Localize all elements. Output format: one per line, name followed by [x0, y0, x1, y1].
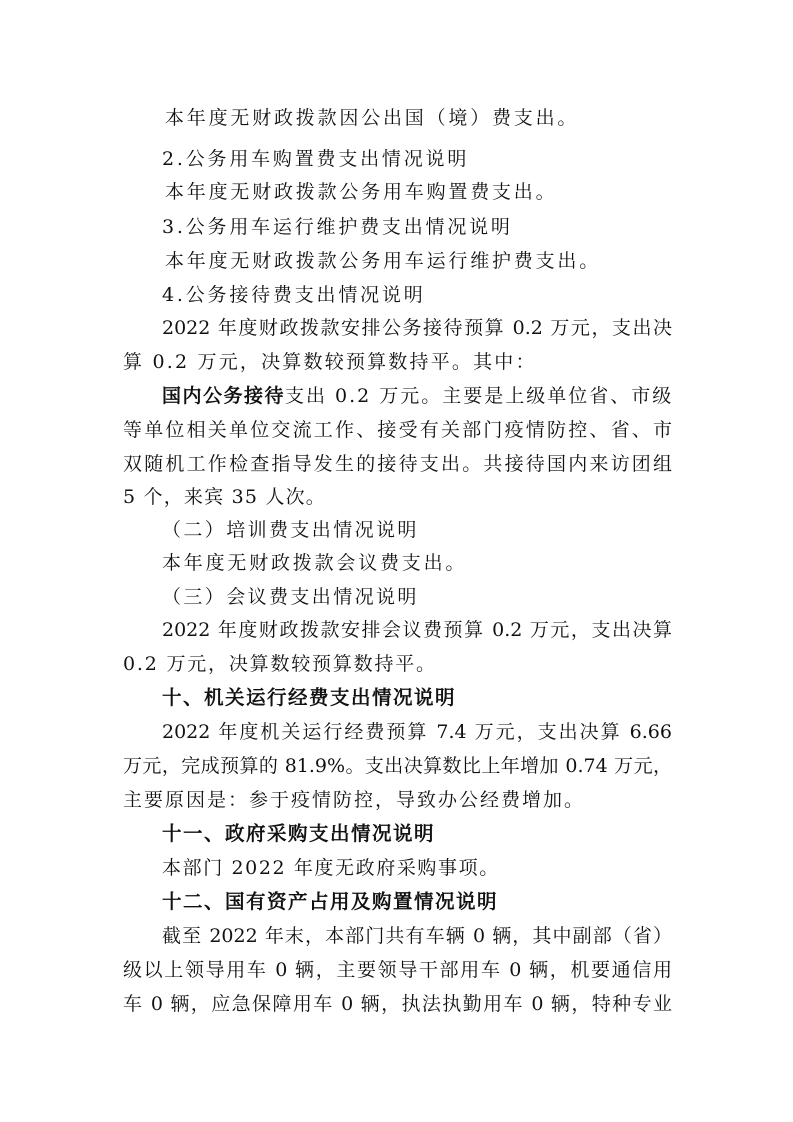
section-subheading: 2.公务用车购置费支出情况说明	[162, 148, 470, 170]
section-subheading: （三）会议费支出情况说明	[162, 586, 419, 608]
paragraph-line: 本年度无财政拨款公务用车运行维护费支出。	[165, 250, 602, 272]
section-subheading: （二）培训费支出情况说明	[162, 519, 419, 541]
section-heading: 十二、国有资产占用及购置情况说明	[162, 890, 499, 913]
paragraph-line: 本年度无财政拨款因公出国（境）费支出。	[165, 107, 580, 129]
section-heading: 十、机关运行经费支出情况说明	[162, 686, 457, 709]
paragraph-line: 等单位相关单位交流工作、接受有关部门疫情防控、省、市	[123, 419, 672, 441]
bold-phrase: 国内公务接待	[162, 385, 286, 407]
paragraph-line: 2022 年度财政拨款安排公务接待预算 0.2 万元，支出决	[162, 317, 672, 339]
section-subheading: 4.公务接待费支出情况说明	[162, 284, 426, 306]
paragraph-line: 算 0.2 万元，决算数较预算数持平。其中：	[123, 351, 537, 373]
paragraph-line: 车 0 辆，应急保障用车 0 辆，执法执勤用车 0 辆，特种专业	[123, 993, 672, 1015]
paragraph-line: 本部门 2022 年度无政府采购事项。	[162, 857, 500, 879]
paragraph-line: 2022 年度财政拨款安排会议费预算 0.2 万元，支出决算	[162, 619, 672, 641]
paragraph-line: 截至 2022 年末，本部门共有车辆 0 辆，其中副部（省）	[162, 925, 672, 947]
paragraph-line: 国内公务接待支出 0.2 万元。主要是上级单位省、市级	[162, 385, 674, 407]
paragraph-line: 万元，完成预算的 81.9%。支出决算数比上年增加 0.74 万元，	[123, 755, 672, 777]
paragraph-line: 级以上领导用车 0 辆，主要领导干部用车 0 辆，机要通信用	[123, 959, 672, 981]
section-subheading: 3.公务用车运行维护费支出情况说明	[162, 216, 513, 238]
paragraph-line: 本年度无财政拨款会议费支出。	[162, 552, 468, 574]
paragraph-line: 主要原因是：参于疫情防控，导致办公经费增加。	[123, 789, 586, 811]
paragraph-line: 5 个，来宾 35 人次。	[123, 486, 326, 508]
paragraph-line: 双随机工作检查指导发生的接待支出。共接待国内来访团组	[123, 453, 672, 475]
section-heading: 十一、政府采购支出情况说明	[162, 822, 436, 845]
paragraph-line: 0.2 万元，决算数较预算数持平。	[123, 653, 437, 675]
paragraph-line: 本年度无财政拨款公务用车购置费支出。	[165, 181, 558, 203]
paragraph-line: 2022 年度机关运行经费预算 7.4 万元，支出决算 6.66	[162, 721, 672, 743]
